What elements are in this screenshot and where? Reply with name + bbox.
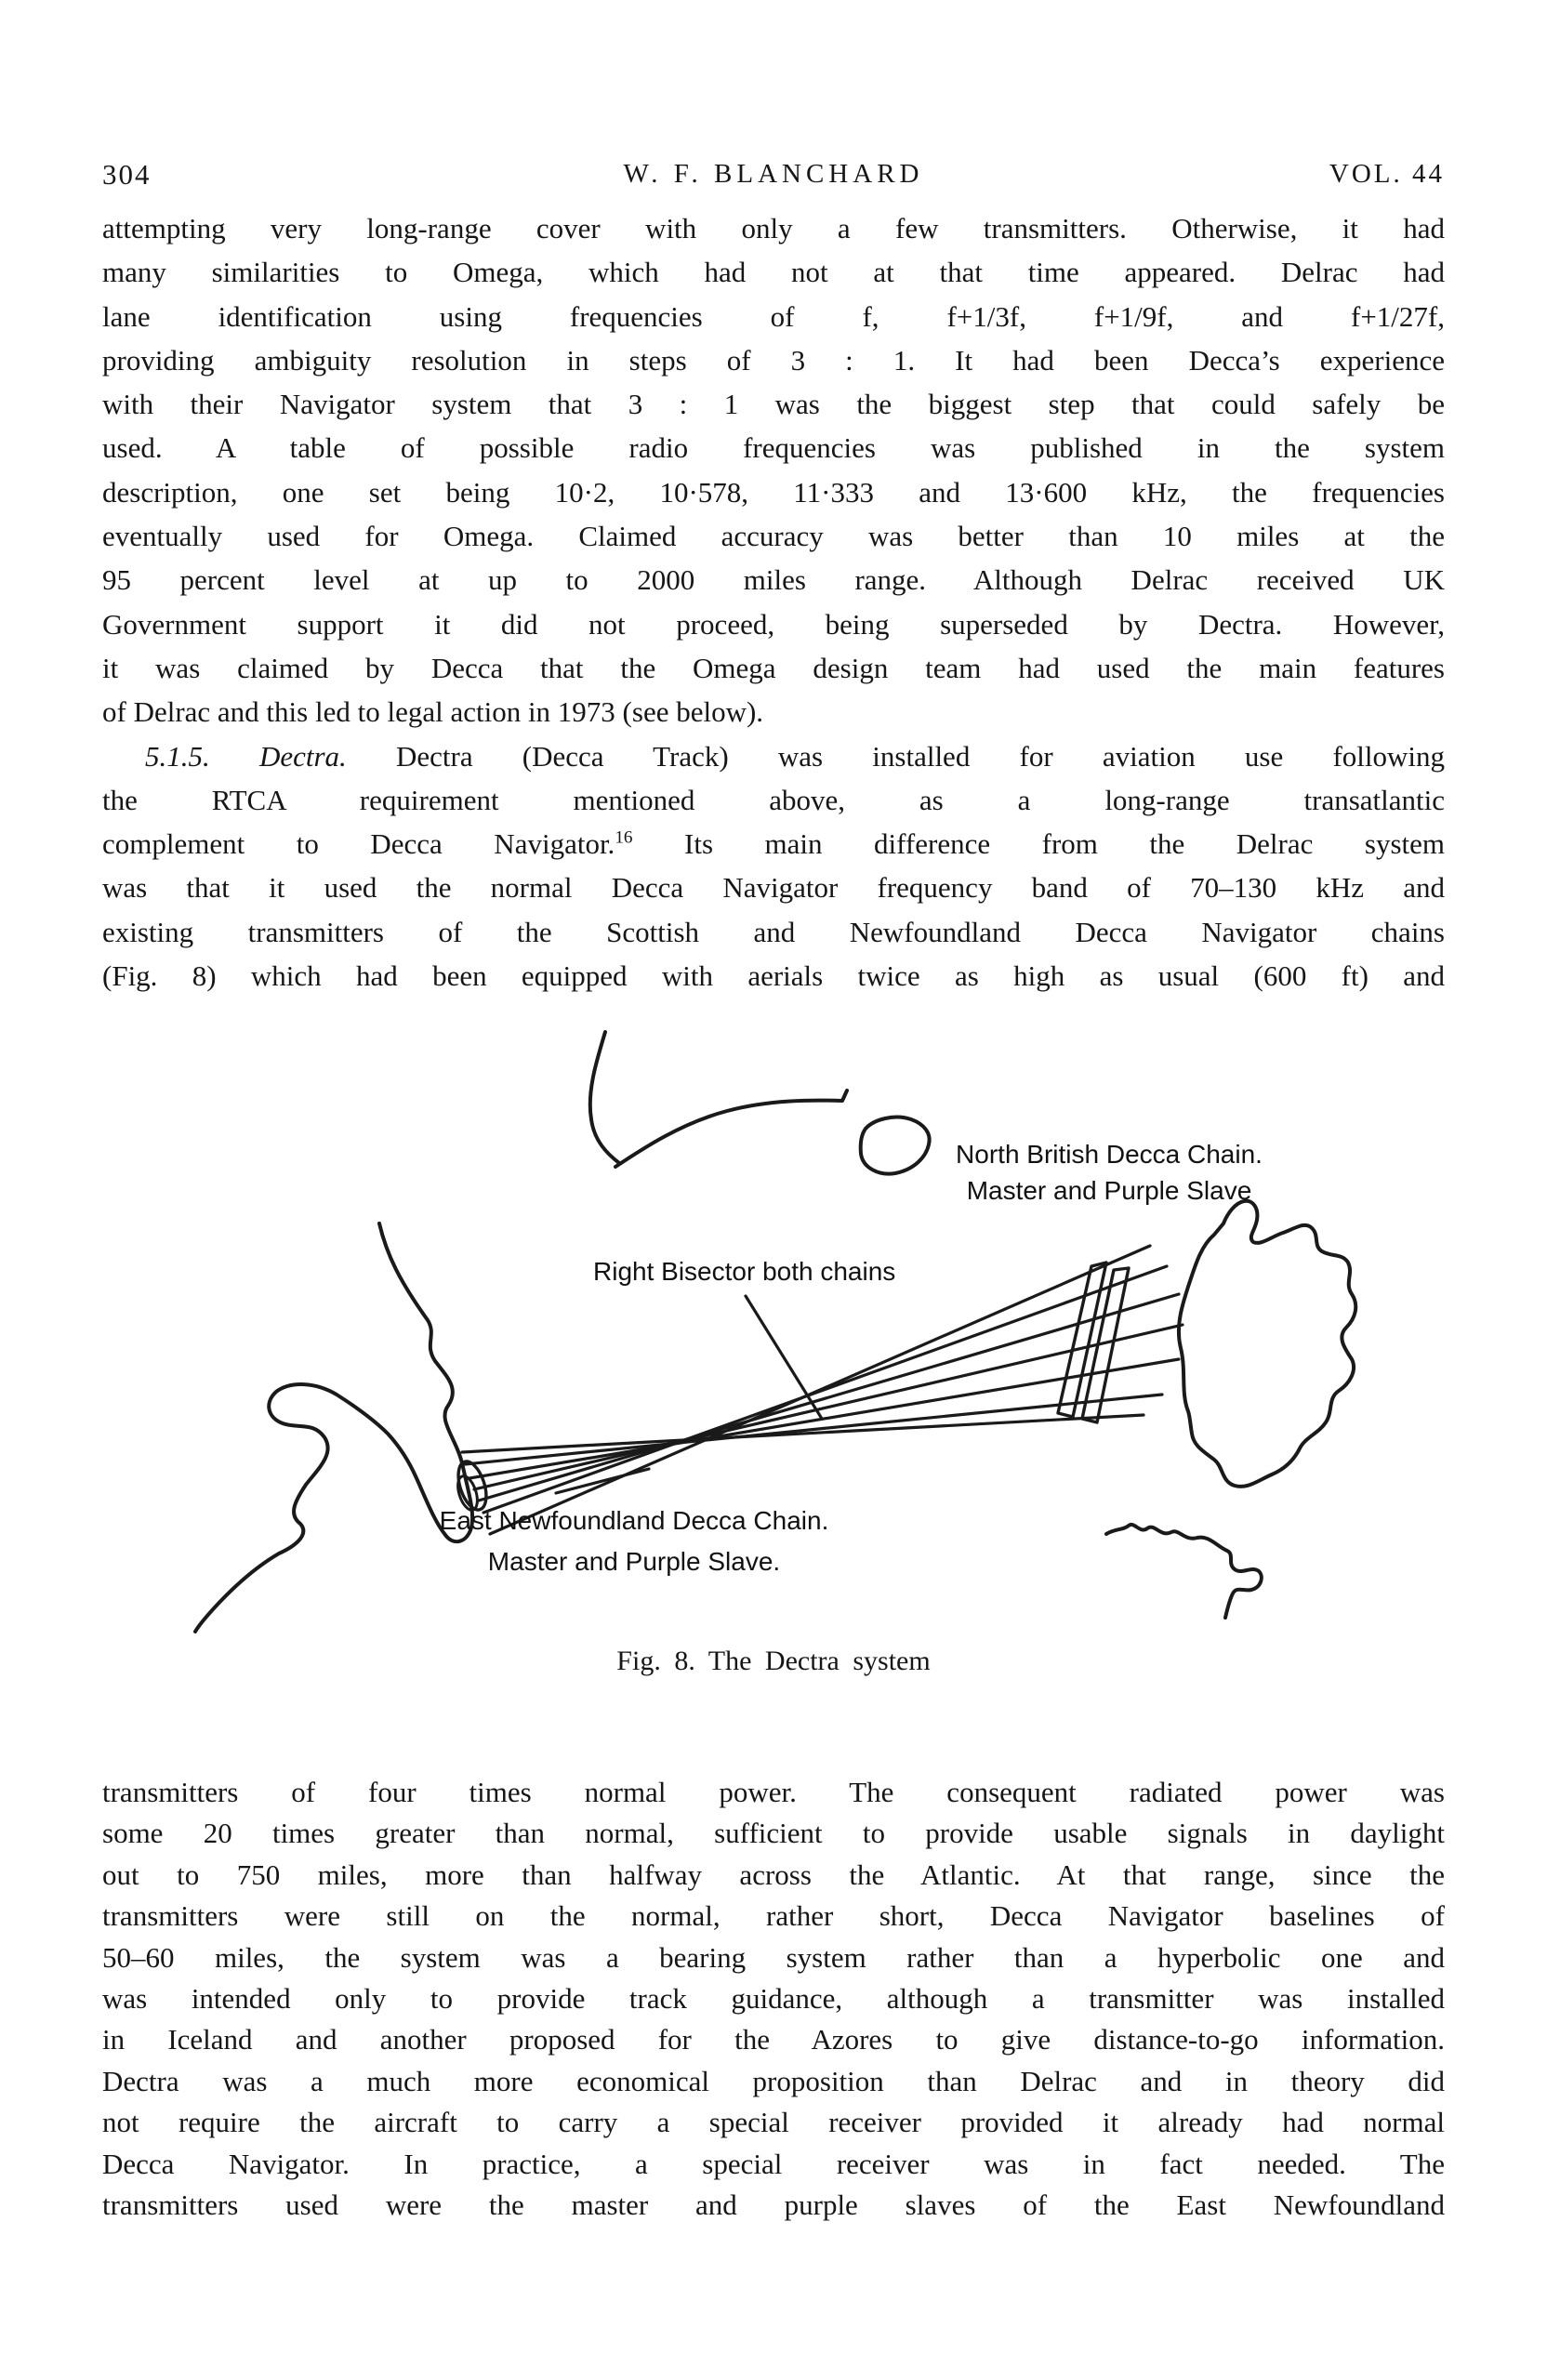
text-line [102, 250, 1445, 294]
iceland-island [861, 1117, 930, 1174]
text-segment: it was claimed by Decca that the Omega design team had used the main features [102, 651, 1445, 684]
text-line [102, 646, 1445, 690]
east-chain-label-line1: East Newfoundland Decca Chain. [439, 1506, 829, 1535]
text-segment: in Iceland and another proposed for the Azores to give distance-to-go information. [102, 2023, 1445, 2056]
text-segment: existing transmitters of the Scottish and Newfoundland Decca Navigator chains [102, 915, 1445, 948]
text-line [102, 295, 1445, 338]
text-segment: was intended only to provide track guidance, although a transmitter was installed [102, 1982, 1445, 2016]
text-line [102, 1772, 1445, 1813]
text-line [102, 1855, 1445, 1896]
text-segment: was that it used the normal Decca Navigator frequency band of 70–130 kHz and [102, 871, 1445, 905]
volume-number: VOL. 44 [1329, 159, 1445, 189]
text-line [102, 822, 1445, 866]
text-segment: attempting very long-range cover with only a few transmitters. Otherwise, it had [102, 212, 1445, 245]
text-segment: many similarities to Omega, which had not at that time appeared. Delrac had [102, 256, 1445, 289]
text-line [102, 558, 1445, 602]
text-segment: providing ambiguity resolution in steps of 3 : 1. It had been Decca’s experience [102, 343, 1445, 377]
text-line [102, 2019, 1445, 2060]
lower-right-coast [1106, 1525, 1262, 1618]
text-segment: used. A table of possible radio frequencies was published in the system [102, 431, 1445, 465]
running-header [102, 158, 1445, 195]
text-segment: lane identification using frequencies of f, f+1/3f, f+1/9f, and f+1/27f, [102, 299, 1445, 333]
text-segment: not require the aircraft to carry a special receiver provided it already had normal [102, 2106, 1445, 2139]
text-segment: 50–60 miles, the system was a bearing system rather than a hyperbolic one and [102, 1940, 1445, 1974]
text-line [102, 602, 1445, 646]
text-segment: complement to Decca Navigator. [102, 827, 615, 861]
text-line [102, 382, 1445, 426]
text-segment: 95 percent level at up to 2000 miles range. Although Delrac received UK [102, 563, 1445, 597]
text-line [102, 2061, 1445, 2102]
text-line [102, 1896, 1445, 1937]
text-line [102, 2102, 1445, 2143]
north-chain-label-line1: North British Decca Chain. [956, 1140, 1263, 1169]
text-segment: Government support it did not proceed, being superseded by Dectra. However, [102, 607, 1445, 641]
text-line [102, 954, 1445, 998]
text-line [102, 734, 1445, 778]
dectra-figure [158, 1002, 1395, 1644]
scotland-coast [1179, 1201, 1355, 1487]
figure-caption: Fig. 8. The Dectra system [616, 1646, 931, 1676]
text-segment: Decca Navigator. In practice, a special receiver was in fact needed. The [102, 2147, 1445, 2180]
text-segment: transmitters were still on the normal, rather short, Decca Navigator baselines of [102, 1899, 1445, 1933]
text-line [102, 910, 1445, 954]
bisector-leader-line [746, 1296, 822, 1419]
text-line [102, 1937, 1445, 1978]
text-segment: with their Navigator system that 3 : 1 was the biggest step that could safely be [102, 388, 1445, 421]
text-segment: out to 750 miles, more than halfway across the Atlantic. At that range, since the [102, 1858, 1445, 1891]
text-segment: transmitters of four times normal power. The consequent radiated power was [102, 1776, 1445, 1808]
body-text-bottom [102, 1772, 1445, 2226]
text-line [102, 866, 1445, 909]
text-line [102, 1978, 1445, 2019]
running-title: W. F. BLANCHARD [623, 159, 924, 189]
text-segment: Dectra was a much more economical proposition than Delrac and in theory did [102, 2064, 1445, 2097]
text-segment: of Delrac and this led to legal action in 1973 (see below). [102, 695, 764, 729]
text-segment: description, one set being 10·2, 10·578, 11·333 and 13·600 kHz, the frequencies [102, 475, 1445, 509]
text-line [102, 778, 1445, 822]
page-number: 304 [102, 158, 152, 191]
text-line [102, 2185, 1445, 2226]
text-line [102, 514, 1445, 558]
text-segment: some 20 times greater than normal, sufficient to provide usable signals in daylight [102, 1817, 1445, 1850]
text-segment: transmitters used were the master and purple slaves of the East Newfoundland [102, 2188, 1445, 2222]
bisector-label: Right Bisector both chains [593, 1257, 896, 1286]
east-chain-label-line2: Master and Purple Slave. [487, 1547, 781, 1576]
body-text-top [102, 206, 1445, 998]
text-line [102, 338, 1445, 382]
text-segment: 5.1.5. Dectra. [145, 739, 347, 773]
text-segment: the RTCA requirement mentioned above, as a long-range transatlantic [102, 783, 1445, 816]
text-line [102, 2144, 1445, 2185]
east-chain-label [424, 1501, 844, 1582]
text-line [102, 690, 1445, 734]
north-chain-label-line2: Master and Purple Slave [966, 1176, 1252, 1205]
north-chain-label [956, 1136, 1263, 1209]
text-segment: eventually used for Omega. Claimed accuracy was better than 10 miles at the [102, 520, 1445, 553]
greenland-coast-west [590, 1032, 619, 1163]
text-segment: Dectra (Decca Track) was installed for aviation use following [346, 739, 1445, 773]
greenland-coast-east [615, 1091, 847, 1167]
text-segment: 16 [615, 827, 633, 848]
text-line [102, 470, 1445, 514]
text-line [102, 1813, 1445, 1854]
text-segment: (Fig. 8) which had been equipped with aerials twice as high as usual (600 ft) and [102, 959, 1445, 993]
text-line [102, 426, 1445, 469]
text-segment: Its main difference from the Delrac system [632, 827, 1446, 861]
text-line [102, 206, 1445, 250]
